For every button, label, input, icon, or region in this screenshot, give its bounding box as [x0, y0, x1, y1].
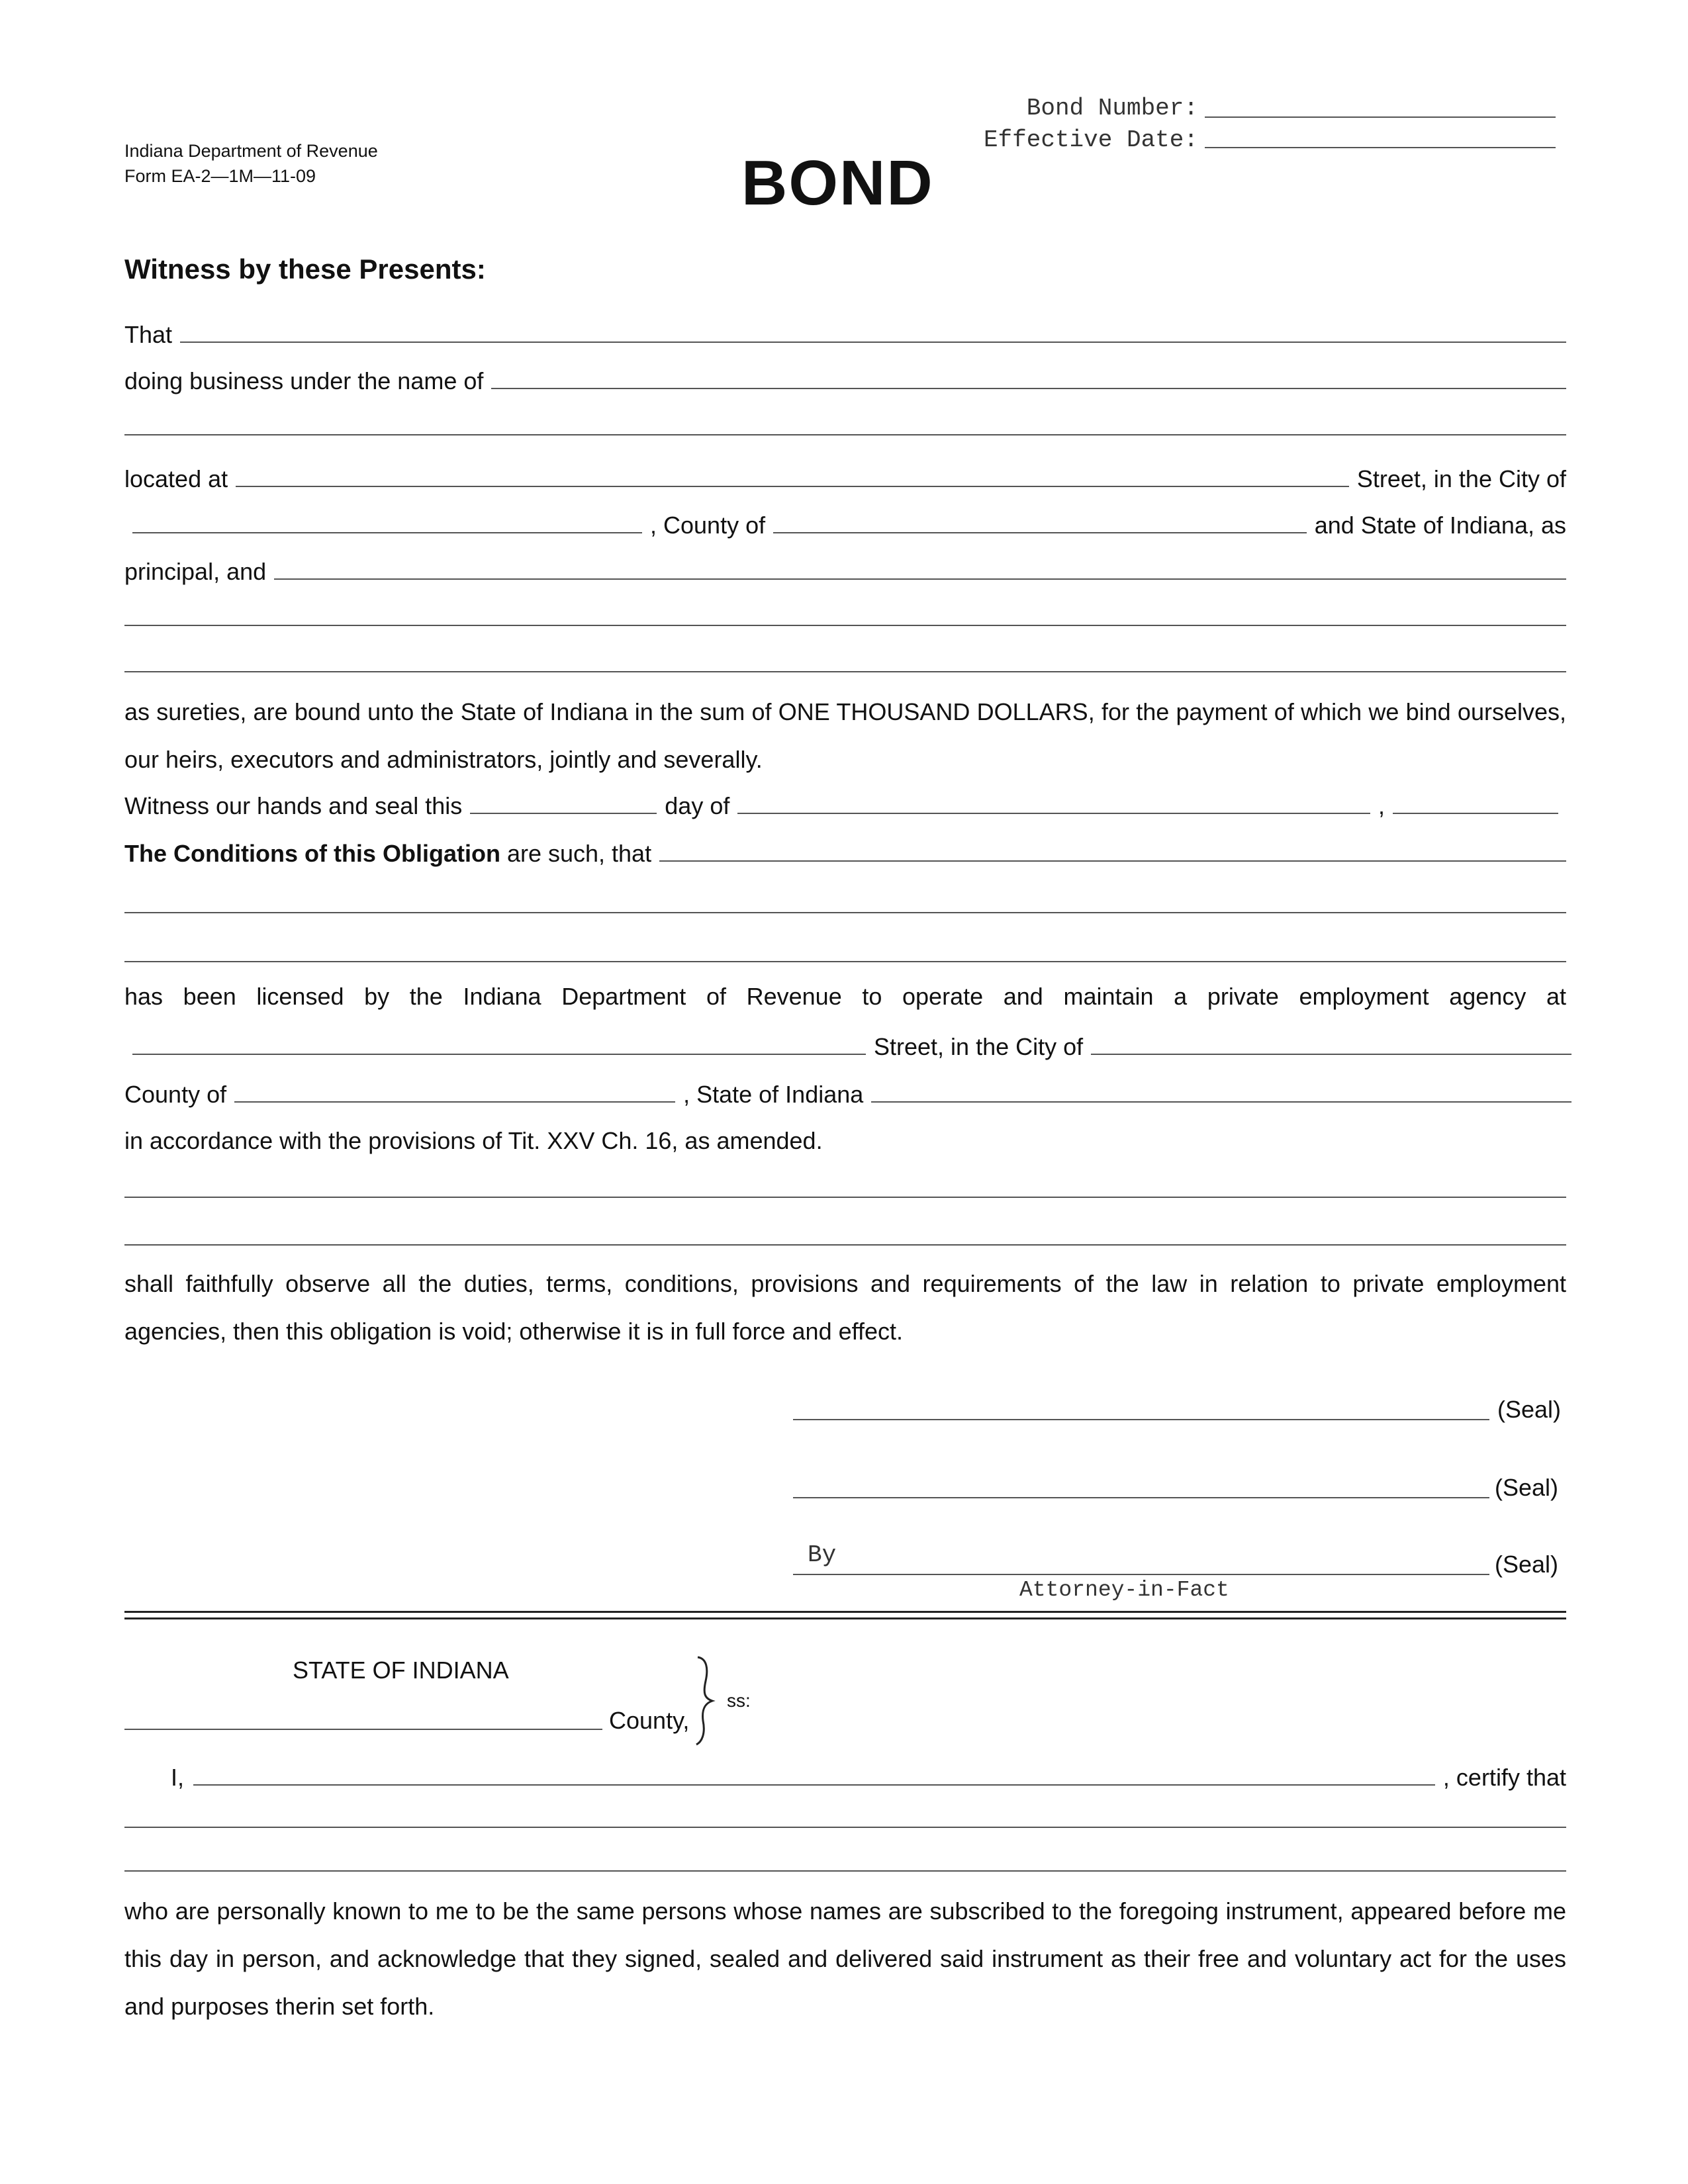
agency-city-field[interactable] [1091, 1054, 1571, 1055]
notary-i-label: I, [171, 1764, 185, 1791]
witness-row [124, 788, 1566, 819]
certify-label: , certify that [1442, 1764, 1566, 1791]
agency-county-label: County of [124, 1081, 227, 1108]
agency-state-field[interactable] [871, 1101, 1571, 1103]
conditions-row [124, 835, 1566, 867]
conditions-rest: are such, that [506, 840, 652, 867]
provisions-field-1[interactable] [124, 1197, 1566, 1198]
by-label: By [808, 1541, 837, 1569]
state-indiana-label: and State of Indiana, as [1314, 512, 1566, 539]
persons-field-2[interactable] [124, 1870, 1566, 1872]
form-id: Form EA-2—1M—11-09 [124, 166, 316, 186]
agency-street-field[interactable] [132, 1054, 866, 1055]
that-row [124, 316, 1566, 348]
sureties-paragraph: as sureties, are bound unto the State of Indiana in the sum of ONE THOUSAND DOLLARS, for the payment of which we bind ourselves, our heirs, executors and administrators, jointly and severally. [124, 698, 1566, 773]
licensee-field-3[interactable] [124, 961, 1566, 962]
dba-row [124, 363, 1566, 394]
agency-name: Indiana Department of Revenue [124, 141, 378, 161]
notary-name-field[interactable] [193, 1784, 1435, 1786]
ss-label: ss: [727, 1690, 751, 1711]
business-name-field-2[interactable] [124, 434, 1566, 435]
signature-field-1[interactable] [793, 1419, 1489, 1420]
brace-icon [692, 1655, 719, 1747]
provisions-field-2[interactable] [124, 1244, 1566, 1246]
divider-top [124, 1611, 1566, 1613]
divider-bottom [124, 1617, 1566, 1619]
known-paragraph: who are personally known to me to be the same persons whose names are subscribed to the foregoing instrument, appeared before me this day in person, and acknowledge that they signed, sealed and delivered said instrument as their free and voluntary act for the uses and purposes therin set forth. [124, 1897, 1566, 2020]
seal-label-3: (Seal) [1495, 1551, 1559, 1578]
signature-field-2[interactable] [793, 1497, 1489, 1498]
attorney-signature-field[interactable] [793, 1574, 1489, 1575]
witness-label: Witness our hands and seal this [124, 792, 463, 819]
county-field[interactable] [773, 532, 1307, 533]
surety-field-1[interactable] [274, 578, 1566, 580]
day-field[interactable] [470, 813, 657, 814]
agency-state-label: , State of Indiana [683, 1081, 864, 1108]
effective-date-label: Effective Date: [983, 126, 1198, 154]
surety-field-2[interactable] [124, 625, 1566, 626]
notary-county-label: County, [609, 1707, 690, 1734]
agency-street-row [124, 1028, 1571, 1060]
seal-label-2: (Seal) [1495, 1474, 1559, 1501]
principal-name-field[interactable] [180, 341, 1566, 343]
observe-paragraph: shall faithfully observe all the duties, terms, conditions, provisions and requirements of the law in relation to private employment agencies, then this obligation is void; otherwise it is in full force and effect. [124, 1270, 1566, 1345]
comma: , [1378, 792, 1385, 819]
surety-field-3[interactable] [124, 671, 1566, 672]
persons-field-1[interactable] [124, 1827, 1566, 1828]
state-of-indiana-label: STATE OF INDIANA [293, 1657, 509, 1684]
dba-label: doing business under the name of [124, 367, 484, 394]
witness-heading: Witness by these Presents: [124, 253, 486, 285]
county-of-label: , County of [650, 512, 766, 539]
principal-row [124, 553, 1566, 585]
page-title: BOND [741, 148, 934, 218]
agency-street-city-label: Street, in the City of [874, 1033, 1084, 1060]
city-field[interactable] [132, 532, 642, 533]
year-field[interactable] [1393, 813, 1558, 814]
bond-number-field[interactable] [1205, 116, 1556, 118]
day-of-label: day of [665, 792, 730, 819]
provisions-text: in accordance with the provisions of Tit. XXV Ch. 16, as amended. [124, 1127, 823, 1154]
that-label: That [124, 321, 173, 348]
notary-county-field[interactable] [124, 1729, 602, 1730]
licensed-text: has been licensed by the Indiana Department of Revenue to operate and maintain a private employment agency at [124, 983, 1566, 1010]
street-field[interactable] [236, 486, 1349, 487]
effective-date-field[interactable] [1205, 147, 1556, 148]
licensee-field-2[interactable] [124, 912, 1566, 913]
business-name-field[interactable] [491, 388, 1566, 389]
agency-county-row [124, 1076, 1571, 1108]
conditions-label: The Conditions of this Obligation [124, 840, 500, 867]
agency-county-field[interactable] [234, 1101, 675, 1103]
bond-number-label: Bond Number: [1026, 95, 1198, 122]
city-county-row [124, 507, 1566, 539]
seal-label-1: (Seal) [1497, 1396, 1562, 1423]
licensee-field-1[interactable] [659, 860, 1566, 862]
month-field[interactable] [737, 813, 1370, 814]
principal-label: principal, and [124, 558, 267, 585]
notary-certify-row [171, 1759, 1566, 1791]
located-at-label: located at [124, 465, 228, 492]
attorney-in-fact-label: Attorney-in-Fact [1019, 1578, 1229, 1602]
street-city-label: Street, in the City of [1356, 465, 1566, 492]
location-row [124, 461, 1566, 492]
